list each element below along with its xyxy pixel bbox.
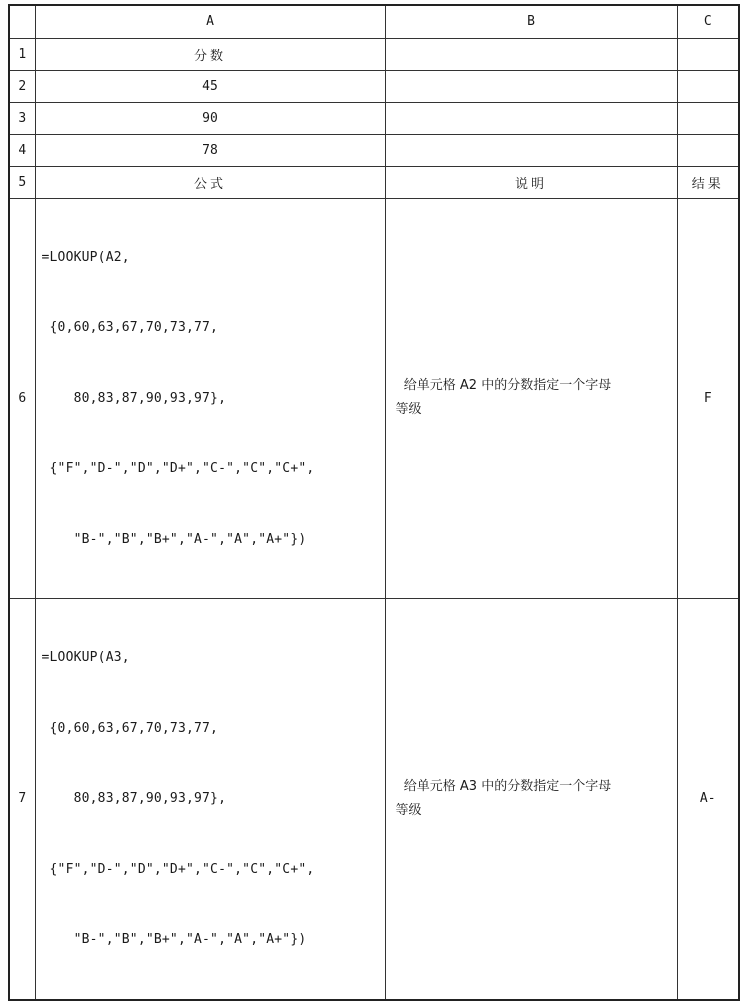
cell-b2[interactable] — [385, 70, 677, 102]
cell-b7-description[interactable] — [385, 599, 677, 1000]
row-header[interactable]: 2 — [9, 70, 35, 102]
row-header[interactable]: 5 — [9, 166, 35, 198]
cell-b5[interactable]: 说明 — [385, 166, 677, 198]
cell-a2[interactable]: 45 — [35, 70, 385, 102]
cell-a7-formula[interactable] — [35, 599, 385, 1000]
row-header[interactable]: 6 — [9, 198, 35, 599]
table-row — [9, 166, 739, 198]
cell-a5[interactable]: 公式 — [35, 166, 385, 198]
row-header[interactable]: 4 — [9, 134, 35, 166]
formula-line: {"F","D-","D","D+","C-","C","C+", — [41, 461, 315, 476]
formula-line: =LOOKUP(A2, — [41, 249, 130, 265]
table-row — [9, 599, 739, 1000]
cell-a3[interactable]: 90 — [35, 102, 385, 134]
cell-b6-description[interactable] — [385, 198, 677, 599]
formula-line: 80,83,87,90,93,97}, — [41, 390, 227, 406]
cell-a6-formula[interactable] — [35, 198, 385, 599]
column-header-row — [9, 5, 739, 38]
column-header-a[interactable]: A — [35, 5, 385, 38]
cell-b3[interactable] — [385, 102, 677, 134]
row-header[interactable]: 3 — [9, 102, 35, 134]
corner-cell[interactable] — [9, 5, 35, 38]
table-row — [9, 70, 739, 102]
formula-line: "B-","B","B+","A-","A","A+"}) — [41, 932, 307, 947]
cell-c2[interactable] — [677, 70, 739, 102]
cell-b4[interactable] — [385, 134, 677, 166]
description-line: 等级 — [395, 802, 422, 818]
formula-line: {0,60,63,67,70,73,77, — [41, 320, 219, 335]
row-header[interactable]: 7 — [9, 599, 35, 1000]
table-row — [9, 38, 739, 70]
table-row — [9, 198, 739, 599]
column-header-b[interactable]: B — [385, 5, 677, 38]
table-row — [9, 102, 739, 134]
description-line: 给单元格 A3 中的分数指定一个字母 — [395, 778, 612, 794]
spreadsheet-grid — [8, 4, 740, 1001]
cell-b1[interactable] — [385, 38, 677, 70]
description-line: 等级 — [395, 402, 422, 418]
column-header-c[interactable]: C — [677, 5, 739, 38]
row-header[interactable]: 1 — [9, 38, 35, 70]
cell-c6-result[interactable]: F — [677, 198, 739, 599]
cell-c3[interactable] — [677, 102, 739, 134]
formula-line: {0,60,63,67,70,73,77, — [41, 720, 219, 736]
cell-c5[interactable]: 结果 — [677, 166, 739, 198]
formula-line: "B-","B","B+","A-","A","A+"}) — [41, 531, 307, 547]
cell-a4[interactable]: 78 — [35, 134, 385, 166]
cell-a1[interactable]: 分数 — [35, 38, 385, 70]
cell-c7-result[interactable]: A- — [677, 599, 739, 1000]
formula-line: 80,83,87,90,93,97}, — [41, 791, 227, 806]
description-line: 给单元格 A2 中的分数指定一个字母 — [395, 378, 612, 394]
cell-c4[interactable] — [677, 134, 739, 166]
cell-c1[interactable] — [677, 38, 739, 70]
table-row — [9, 134, 739, 166]
formula-line: =LOOKUP(A3, — [41, 650, 130, 665]
formula-line: {"F","D-","D","D+","C-","C","C+", — [41, 861, 315, 877]
